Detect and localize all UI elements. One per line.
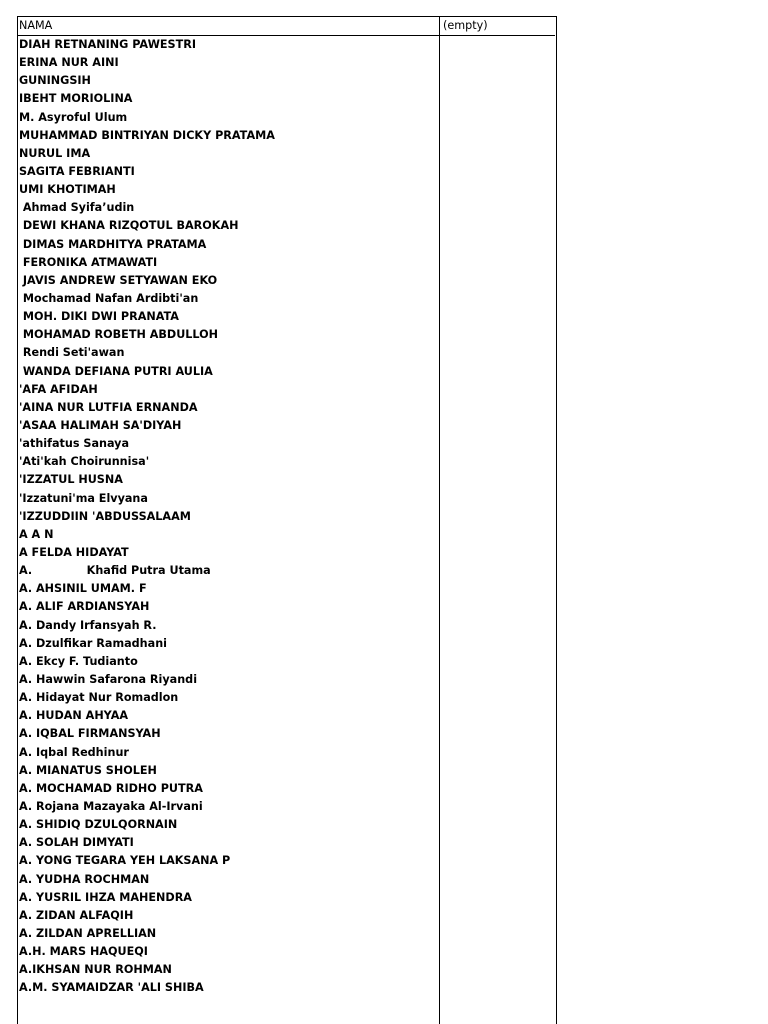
- empty-cell[interactable]: [440, 889, 555, 907]
- name-cell[interactable]: JAVIS ANDREW SETYAWAN EKO: [19, 273, 218, 287]
- name-cell[interactable]: WANDA DEFIANA PUTRI AULIA: [19, 364, 213, 378]
- table-row: [18, 617, 555, 635]
- name-cell[interactable]: A. ZIDAN ALFAQIH: [19, 908, 134, 922]
- name-cell[interactable]: Mochamad Nafan Ardibti'an: [19, 292, 199, 306]
- header-nama[interactable]: NAMA: [18, 17, 440, 36]
- name-cell[interactable]: A. AHSINIL UMAM. F: [19, 582, 147, 596]
- table-row: [18, 272, 555, 290]
- table-row: [18, 544, 555, 562]
- name-cell[interactable]: 'AINA NUR LUTFIA ERNANDA: [19, 400, 198, 414]
- empty-cell[interactable]: [440, 163, 555, 181]
- name-cell[interactable]: 'athifatus Sanaya: [19, 437, 130, 451]
- table-row: [18, 90, 555, 108]
- empty-cell[interactable]: [440, 90, 555, 108]
- table-row: [18, 435, 555, 453]
- empty-cell[interactable]: [440, 544, 555, 562]
- empty-cell[interactable]: [440, 562, 555, 580]
- table-row: [18, 598, 555, 616]
- name-cell[interactable]: A. Ekcy F. Tudianto: [19, 654, 138, 668]
- table-row: [18, 36, 555, 55]
- empty-cell[interactable]: [440, 598, 555, 616]
- name-cell[interactable]: A.M. SYAMAIDZAR 'ALI SHIBA: [19, 981, 204, 995]
- name-cell[interactable]: A A N: [19, 527, 54, 541]
- table-row: [18, 508, 555, 526]
- table-row: [18, 72, 555, 90]
- empty-cell[interactable]: [440, 36, 555, 55]
- name-cell[interactable]: A. Rojana Mazayaka Al-Irvani: [19, 799, 203, 813]
- name-cell[interactable]: Rendi Seti'awan: [19, 346, 125, 360]
- table-row: [18, 127, 555, 145]
- name-cell[interactable]: A. SOLAH DIMYATI: [19, 836, 134, 850]
- table-row: [18, 780, 555, 798]
- table-row: [18, 417, 555, 435]
- name-cell[interactable]: A. IQBAL FIRMANSYAH: [19, 727, 161, 741]
- table-row: [18, 163, 555, 181]
- table-row: [18, 217, 555, 235]
- table-row: [18, 399, 555, 417]
- name-cell[interactable]: A. HUDAN AHYAA: [19, 709, 129, 723]
- empty-cell[interactable]: [440, 453, 555, 471]
- empty-cell[interactable]: [440, 236, 555, 254]
- name-cell[interactable]: A. Khafid Putra Utama: [19, 564, 211, 578]
- name-cell[interactable]: 'ASAA HALIMAH SA'DIYAH: [19, 419, 182, 433]
- empty-cell[interactable]: [440, 635, 555, 653]
- table-body: [18, 36, 555, 998]
- empty-cell[interactable]: [440, 834, 555, 852]
- table-row: [18, 852, 555, 870]
- name-cell[interactable]: A. MIANATUS SHOLEH: [19, 763, 157, 777]
- name-cell[interactable]: A FELDA HIDAYAT: [19, 546, 129, 559]
- empty-cell[interactable]: [440, 127, 555, 145]
- table-row: [18, 490, 555, 508]
- empty-cell[interactable]: [440, 689, 555, 707]
- empty-cell[interactable]: [440, 363, 555, 381]
- name-cell[interactable]: 'Ati'kah Choirunnisa': [19, 455, 150, 469]
- table-row: [18, 453, 555, 471]
- names-table: [18, 17, 555, 997]
- name-cell[interactable]: A. YUSRIL IHZA MAHENDRA: [19, 890, 192, 904]
- empty-cell[interactable]: [440, 54, 555, 72]
- table-row: [18, 199, 555, 217]
- empty-cell[interactable]: [440, 508, 555, 526]
- table-row: [18, 308, 555, 326]
- header-empty[interactable]: (empty): [440, 17, 555, 36]
- name-cell[interactable]: 'Izzatuni'ma Elvyana: [19, 491, 148, 505]
- name-cell[interactable]: MUHAMMAD BINTRIYAN DICKY PRATAMA: [19, 128, 275, 142]
- empty-cell[interactable]: [440, 943, 555, 961]
- name-cell[interactable]: A. YONG TEGARA YEH LAKSANA P: [19, 854, 231, 868]
- table-row: [18, 870, 555, 888]
- table-row: [18, 145, 555, 163]
- table-row: [18, 290, 555, 308]
- name-cell[interactable]: A. ZILDAN APRELLIAN: [19, 926, 157, 940]
- table-row: [18, 961, 555, 979]
- empty-cell[interactable]: [440, 272, 555, 290]
- empty-cell[interactable]: [440, 907, 555, 925]
- table-row: [18, 798, 555, 816]
- empty-cell[interactable]: [440, 217, 555, 235]
- name-cell[interactable]: GUNINGSIH: [19, 74, 91, 88]
- table-row: [18, 689, 555, 707]
- empty-cell[interactable]: [440, 725, 555, 743]
- empty-cell[interactable]: [440, 925, 555, 943]
- table-row: [18, 979, 555, 997]
- name-cell[interactable]: IBEHT MORIOLINA: [19, 92, 133, 106]
- table-row: [18, 109, 555, 127]
- empty-cell[interactable]: [440, 870, 555, 888]
- table-row: [18, 671, 555, 689]
- name-cell[interactable]: 'IZZATUL HUSNA: [19, 473, 123, 487]
- table-row: [18, 635, 555, 653]
- empty-cell[interactable]: [440, 72, 555, 90]
- table-row: [18, 725, 555, 743]
- empty-cell[interactable]: [440, 671, 555, 689]
- table-row: [18, 254, 555, 272]
- empty-cell[interactable]: [440, 254, 555, 272]
- name-cell[interactable]: FERONIKA ATMAWATI: [19, 255, 158, 269]
- spreadsheet-table: [17, 16, 557, 1024]
- table-row: [18, 326, 555, 344]
- name-cell[interactable]: M. Asyroful Ulum: [19, 110, 128, 124]
- table-row: [18, 526, 555, 544]
- table-row: [18, 344, 555, 362]
- empty-cell[interactable]: [440, 435, 555, 453]
- name-cell[interactable]: A. Hidayat Nur Romadlon: [19, 691, 179, 705]
- empty-cell[interactable]: [440, 743, 555, 761]
- name-cell[interactable]: A. SHIDIQ DZULQORNAIN: [19, 818, 178, 832]
- table-row: [18, 580, 555, 598]
- empty-cell[interactable]: [440, 199, 555, 217]
- empty-cell[interactable]: [440, 381, 555, 399]
- empty-cell[interactable]: [440, 471, 555, 489]
- empty-cell[interactable]: [440, 707, 555, 725]
- empty-cell[interactable]: [440, 109, 555, 127]
- empty-cell[interactable]: [440, 653, 555, 671]
- table-row: [18, 54, 555, 72]
- empty-cell[interactable]: [440, 308, 555, 326]
- header-row: [18, 17, 555, 36]
- empty-cell[interactable]: [440, 780, 555, 798]
- table-row: [18, 236, 555, 254]
- name-cell[interactable]: DIAH RETNANING PAWESTRI: [19, 38, 197, 52]
- table-row: [18, 743, 555, 761]
- name-cell[interactable]: SAGITA FEBRIANTI: [19, 165, 135, 179]
- empty-cell[interactable]: [440, 326, 555, 344]
- name-cell[interactable]: A. Iqbal Redhinur: [19, 745, 129, 759]
- empty-cell[interactable]: [440, 344, 555, 362]
- name-cell[interactable]: 'AFA AFIDAH: [19, 382, 98, 396]
- name-cell[interactable]: UMI KHOTIMAH: [19, 183, 116, 197]
- empty-cell[interactable]: [440, 852, 555, 870]
- table-row: [18, 181, 555, 199]
- table-row: [18, 816, 555, 834]
- table-row: [18, 653, 555, 671]
- table-row: [18, 707, 555, 725]
- name-cell[interactable]: A. Dzulfikar Ramadhani: [19, 636, 167, 650]
- name-cell[interactable]: A.H. MARS HAQUEQI: [19, 945, 148, 959]
- empty-cell[interactable]: [440, 762, 555, 780]
- empty-cell[interactable]: [440, 798, 555, 816]
- empty-cell[interactable]: [440, 526, 555, 544]
- name-cell[interactable]: NURUL IMA: [19, 146, 91, 160]
- empty-cell[interactable]: [440, 417, 555, 435]
- table-row: [18, 943, 555, 961]
- name-cell[interactable]: 'IZZUDDIIN 'ABDUSSALAAM: [19, 509, 191, 523]
- empty-cell[interactable]: [440, 816, 555, 834]
- empty-cell[interactable]: [440, 490, 555, 508]
- table-row: [18, 562, 555, 580]
- empty-cell[interactable]: [440, 617, 555, 635]
- empty-cell[interactable]: [440, 961, 555, 979]
- name-cell[interactable]: A. MOCHAMAD RIDHO PUTRA: [19, 781, 203, 795]
- name-cell[interactable]: DIMAS MARDHITYA PRATAMA: [19, 237, 207, 251]
- table-row: [18, 834, 555, 852]
- name-cell[interactable]: A. Hawwin Safarona Riyandi: [19, 672, 198, 686]
- table-row: [18, 363, 555, 381]
- empty-cell[interactable]: [440, 399, 555, 417]
- table-row: [18, 381, 555, 399]
- empty-cell[interactable]: [440, 181, 555, 199]
- name-cell[interactable]: MOHAMAD ROBETH ABDULLOH: [19, 328, 219, 342]
- column-divider: [439, 17, 440, 1024]
- name-cell[interactable]: A.IKHSAN NUR ROHMAN: [19, 963, 172, 977]
- table-row: [18, 762, 555, 780]
- table-row: [18, 471, 555, 489]
- name-cell[interactable]: Ahmad Syifa’udin: [19, 201, 135, 215]
- name-cell[interactable]: A. ALIF ARDIANSYAH: [19, 600, 150, 614]
- empty-cell[interactable]: [440, 145, 555, 163]
- empty-cell[interactable]: [440, 580, 555, 598]
- table-row: [18, 889, 555, 907]
- table-row: [18, 925, 555, 943]
- name-cell[interactable]: MOH. DIKI DWI PRANATA: [19, 310, 179, 324]
- empty-cell[interactable]: [440, 290, 555, 308]
- empty-cell[interactable]: [440, 979, 555, 997]
- name-cell[interactable]: ERINA NUR AINI: [19, 56, 119, 70]
- name-cell[interactable]: A. YUDHA ROCHMAN: [19, 872, 150, 886]
- name-cell[interactable]: DEWI KHANA RIZQOTUL BAROKAH: [19, 219, 239, 233]
- name-cell[interactable]: A. Dandy Irfansyah R.: [19, 618, 157, 632]
- table-row: [18, 907, 555, 925]
